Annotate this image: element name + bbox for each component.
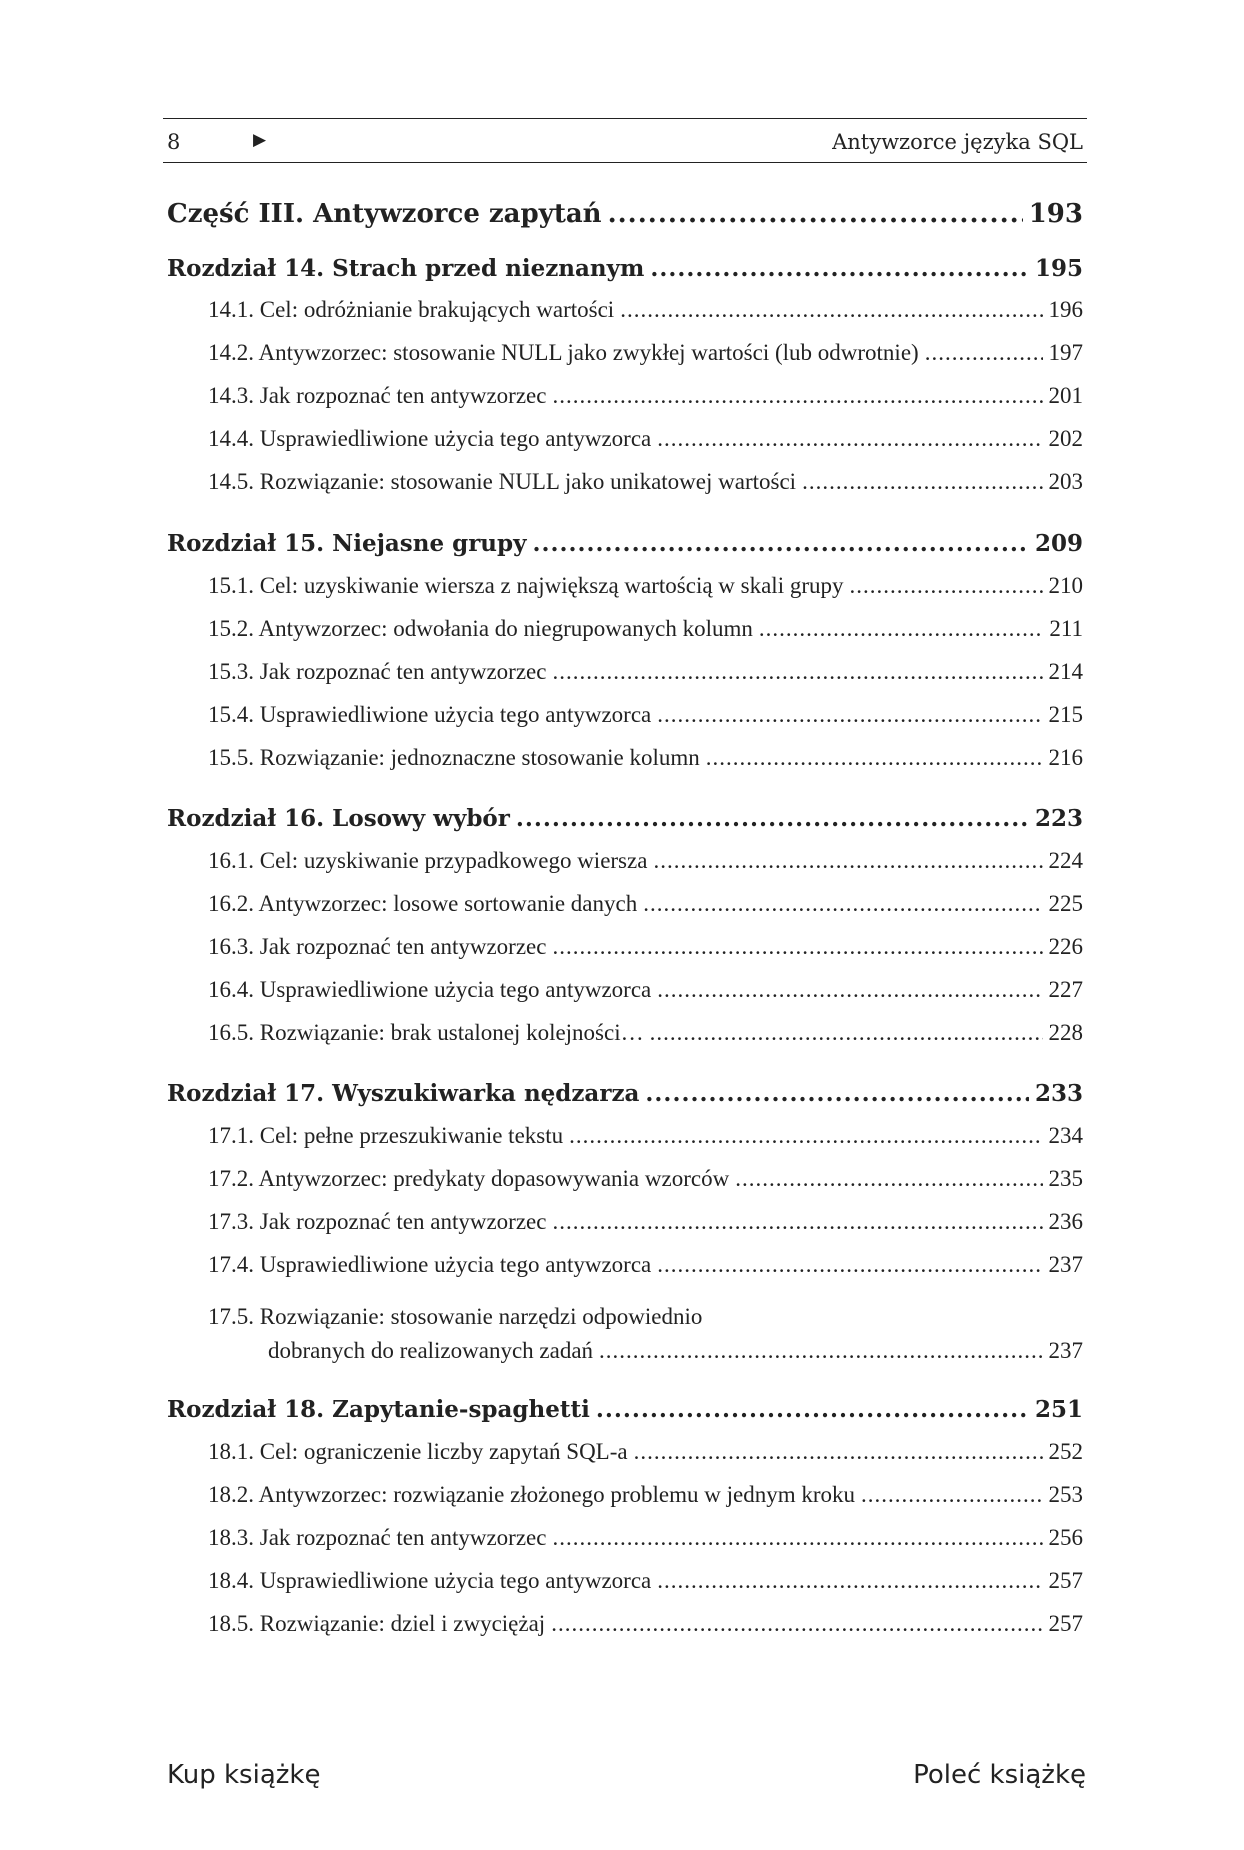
toc-section-16-5[interactable] bbox=[208, 1020, 1083, 1046]
section-title: 15.5. Rozwiązanie: jednoznaczne stosowanie kolumn bbox=[208, 745, 700, 770]
chapter-page: 233 bbox=[1034, 1080, 1083, 1107]
part-title: Część III. Antywzorce zapytań bbox=[167, 199, 602, 229]
dot-leader bbox=[552, 659, 1042, 685]
dot-leader bbox=[620, 297, 1042, 323]
section-title: 18.3. Jak rozpoznać ten antywzorzec bbox=[208, 1525, 547, 1550]
section-page: 237 bbox=[1048, 1338, 1083, 1363]
section-title: 17.3. Jak rozpoznać ten antywzorzec bbox=[208, 1209, 547, 1234]
dot-leader bbox=[706, 745, 1043, 771]
dot-leader bbox=[608, 199, 1023, 229]
dot-leader bbox=[861, 1482, 1043, 1508]
section-title: 18.4. Usprawiedliwione użycia tego antywzorca bbox=[208, 1568, 652, 1593]
dot-leader bbox=[599, 1338, 1042, 1364]
chapter-title: Rozdział 15. Niejasne grupy bbox=[167, 530, 527, 557]
dot-leader bbox=[532, 530, 1029, 557]
toc-section-17-5-line1[interactable] bbox=[208, 1304, 1083, 1330]
section-title: 17.2. Antywzorzec: predykaty dopasowywania wzorców bbox=[208, 1166, 730, 1191]
dot-leader bbox=[551, 1611, 1042, 1637]
toc-section-18-1[interactable] bbox=[208, 1439, 1083, 1465]
chapter-page: 251 bbox=[1034, 1396, 1083, 1423]
dot-leader bbox=[552, 1209, 1042, 1235]
dot-leader bbox=[657, 702, 1042, 728]
section-title: 16.1. Cel: uzyskiwanie przypadkowego wiersza bbox=[208, 848, 648, 873]
dot-leader bbox=[634, 1439, 1043, 1465]
section-page: 196 bbox=[1048, 297, 1083, 322]
section-page: 257 bbox=[1048, 1568, 1083, 1593]
toc-section-14-1[interactable] bbox=[208, 297, 1083, 323]
section-page: 197 bbox=[1048, 340, 1083, 365]
section-page: 234 bbox=[1048, 1123, 1083, 1148]
dot-leader bbox=[925, 340, 1043, 366]
toc-section-17-1[interactable] bbox=[208, 1123, 1083, 1149]
dot-leader bbox=[850, 573, 1043, 599]
dot-leader bbox=[657, 426, 1042, 452]
toc-chapter-17[interactable] bbox=[167, 1080, 1083, 1107]
dot-leader bbox=[645, 1080, 1029, 1107]
toc-chapter-16[interactable] bbox=[167, 805, 1083, 832]
dot-leader bbox=[516, 805, 1029, 832]
toc-section-14-5[interactable] bbox=[208, 469, 1083, 495]
section-page: 227 bbox=[1048, 977, 1083, 1002]
section-page: 210 bbox=[1048, 573, 1083, 598]
section-title: 18.1. Cel: ograniczenie liczby zapytań SQL-a bbox=[208, 1439, 628, 1464]
section-title: 14.3. Jak rozpoznać ten antywzorzec bbox=[208, 383, 547, 408]
section-page: 203 bbox=[1048, 469, 1083, 494]
section-page: 228 bbox=[1048, 1020, 1083, 1045]
page-header bbox=[163, 118, 1087, 163]
toc-section-18-4[interactable] bbox=[208, 1568, 1083, 1594]
section-page: 225 bbox=[1048, 891, 1083, 916]
toc-section-18-2[interactable] bbox=[208, 1482, 1083, 1508]
section-page: 216 bbox=[1048, 745, 1083, 770]
toc-section-18-5[interactable] bbox=[208, 1611, 1083, 1637]
dot-leader bbox=[569, 1123, 1042, 1149]
toc-section-15-4[interactable] bbox=[208, 702, 1083, 728]
page-number: 8 bbox=[167, 130, 181, 154]
section-page: 235 bbox=[1048, 1166, 1083, 1191]
section-page: 256 bbox=[1048, 1525, 1083, 1550]
section-page: 201 bbox=[1048, 383, 1083, 408]
toc-section-16-2[interactable] bbox=[208, 891, 1083, 917]
dot-leader bbox=[650, 1020, 1043, 1046]
dot-leader bbox=[657, 977, 1042, 1003]
dot-leader bbox=[735, 1166, 1042, 1192]
chapter-page: 195 bbox=[1034, 255, 1083, 282]
section-title: 16.2. Antywzorzec: losowe sortowanie danych bbox=[208, 891, 638, 916]
section-page: 214 bbox=[1048, 659, 1083, 684]
section-title: 16.5. Rozwiązanie: brak ustalonej kolejności… bbox=[208, 1020, 644, 1045]
section-page: 215 bbox=[1048, 702, 1083, 727]
section-page: 257 bbox=[1048, 1611, 1083, 1636]
section-title: 16.3. Jak rozpoznać ten antywzorzec bbox=[208, 934, 547, 959]
section-page: 252 bbox=[1048, 1439, 1083, 1464]
dot-leader bbox=[552, 383, 1042, 409]
chapter-title: Rozdział 18. Zapytanie-spaghetti bbox=[167, 1396, 590, 1423]
toc-chapter-18[interactable] bbox=[167, 1396, 1083, 1423]
section-page: 211 bbox=[1049, 616, 1083, 641]
section-title: 17.4. Usprawiedliwione użycia tego antywzorca bbox=[208, 1252, 652, 1277]
dot-leader bbox=[657, 1252, 1042, 1278]
toc-section-14-3[interactable] bbox=[208, 383, 1083, 409]
triangle-right-icon: ▶ bbox=[253, 130, 267, 150]
section-title: 14.4. Usprawiedliwione użycia tego antywzorca bbox=[208, 426, 652, 451]
toc-section-17-4[interactable] bbox=[208, 1252, 1083, 1278]
dot-leader bbox=[552, 1525, 1042, 1551]
toc-section-15-2[interactable] bbox=[208, 616, 1083, 642]
section-title: 15.4. Usprawiedliwione użycia tego antywzorca bbox=[208, 702, 652, 727]
chapter-page: 209 bbox=[1034, 530, 1083, 557]
section-title-continued: dobranych do realizowanych zadań bbox=[268, 1338, 594, 1363]
chapter-page: 223 bbox=[1034, 805, 1083, 832]
toc-section-15-3[interactable] bbox=[208, 659, 1083, 685]
section-page: 224 bbox=[1048, 848, 1083, 873]
chapter-title: Rozdział 16. Losowy wybór bbox=[167, 805, 510, 832]
section-title: 15.3. Jak rozpoznać ten antywzorzec bbox=[208, 659, 547, 684]
section-title: 14.1. Cel: odróżnianie brakujących wartości bbox=[208, 297, 615, 322]
section-title: 16.4. Usprawiedliwione użycia tego antywzorca bbox=[208, 977, 652, 1002]
toc-chapter-14[interactable] bbox=[167, 255, 1083, 282]
toc-section-17-5-line2[interactable] bbox=[268, 1338, 1083, 1364]
toc-section-17-2[interactable] bbox=[208, 1166, 1083, 1192]
toc-section-18-3[interactable] bbox=[208, 1525, 1083, 1551]
section-page: 226 bbox=[1048, 934, 1083, 959]
part-page: 193 bbox=[1028, 199, 1083, 229]
section-page: 253 bbox=[1048, 1482, 1083, 1507]
section-title: 17.5. Rozwiązanie: stosowanie narzędzi odpowiednio bbox=[208, 1304, 703, 1329]
dot-leader bbox=[650, 255, 1029, 282]
chapter-title: Rozdział 17. Wyszukiwarka nędzarza bbox=[167, 1080, 640, 1107]
toc-part-entry[interactable] bbox=[167, 199, 1083, 229]
toc-section-16-3[interactable] bbox=[208, 934, 1083, 960]
dot-leader bbox=[657, 1568, 1042, 1594]
toc-chapter-15[interactable] bbox=[167, 530, 1083, 557]
section-page: 202 bbox=[1048, 426, 1083, 451]
book-title: Antywzorce języka SQL bbox=[832, 130, 1083, 154]
section-title: 15.2. Antywzorzec: odwołania do niegrupowanych kolumn bbox=[208, 616, 753, 641]
toc-section-15-5[interactable] bbox=[208, 745, 1083, 771]
dot-leader bbox=[759, 616, 1043, 642]
recommend-book-link[interactable]: Poleć książkę bbox=[913, 1760, 1086, 1790]
toc-section-15-1[interactable] bbox=[208, 573, 1083, 599]
section-title: 15.1. Cel: uzyskiwanie wiersza z największą wartością w skali grupy bbox=[208, 573, 844, 598]
toc-section-14-2[interactable] bbox=[208, 340, 1083, 366]
section-title: 18.2. Antywzorzec: rozwiązanie złożonego problemu w jednym kroku bbox=[208, 1482, 855, 1507]
section-title: 14.2. Antywzorzec: stosowanie NULL jako zwykłej wartości (lub odwrotnie) bbox=[208, 340, 919, 365]
section-title: 18.5. Rozwiązanie: dziel i zwyciężaj bbox=[208, 1611, 546, 1636]
toc-section-17-3[interactable] bbox=[208, 1209, 1083, 1235]
chapter-title: Rozdział 14. Strach przed nieznanym bbox=[167, 255, 645, 282]
dot-leader bbox=[643, 891, 1042, 917]
section-page: 236 bbox=[1048, 1209, 1083, 1234]
section-title: 17.1. Cel: pełne przeszukiwanie tekstu bbox=[208, 1123, 564, 1148]
toc-section-16-4[interactable] bbox=[208, 977, 1083, 1003]
dot-leader bbox=[802, 469, 1042, 495]
dot-leader bbox=[653, 848, 1042, 874]
dot-leader bbox=[552, 934, 1042, 960]
section-title: 14.5. Rozwiązanie: stosowanie NULL jako unikatowej wartości bbox=[208, 469, 797, 494]
buy-book-link[interactable]: Kup książkę bbox=[167, 1760, 321, 1790]
dot-leader bbox=[596, 1396, 1029, 1423]
section-page: 237 bbox=[1048, 1252, 1083, 1277]
toc-section-16-1[interactable] bbox=[208, 848, 1083, 874]
toc-section-14-4[interactable] bbox=[208, 426, 1083, 452]
